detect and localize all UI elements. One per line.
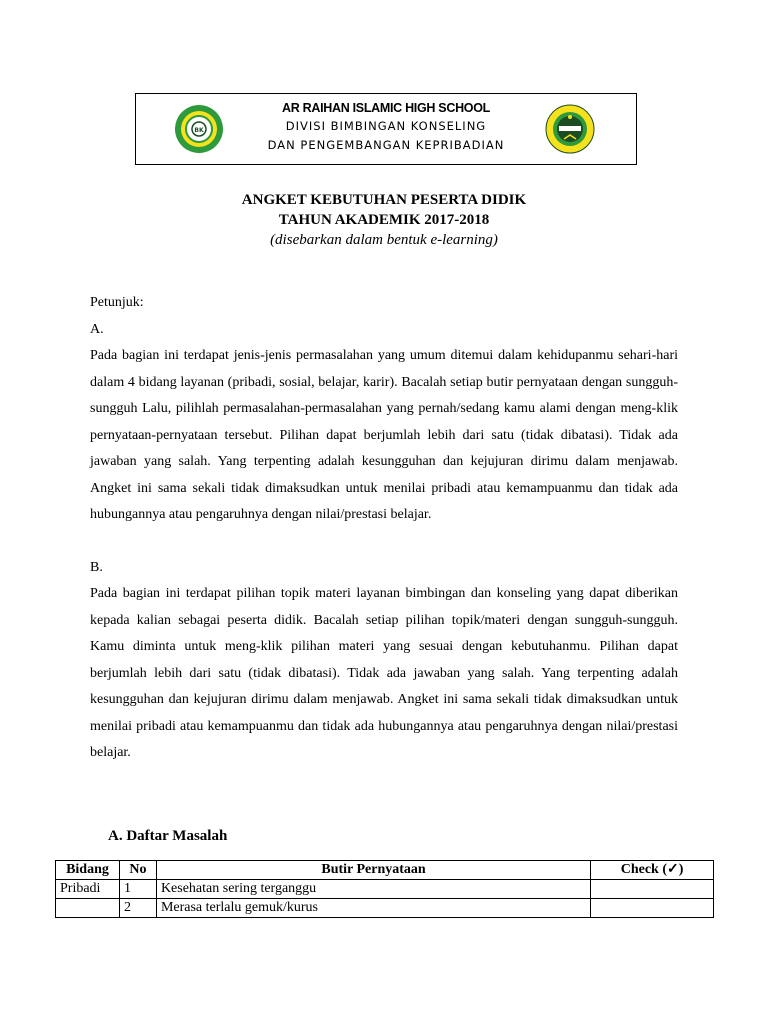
ar-raihan-school-seal-icon <box>545 104 595 154</box>
title-subtitle: (disebarkan dalam bentuk e-learning) <box>270 232 498 248</box>
title-line-2: TAHUN AKADEMIK 2017-2018 <box>278 212 490 228</box>
school-name: AR RAIHAN ISLAMIC HIGH SCHOOL <box>282 101 490 115</box>
table-row <box>56 880 714 899</box>
problem-list-table <box>55 860 714 918</box>
cell-check[interactable] <box>591 880 714 899</box>
cell-no: 1 <box>119 880 156 899</box>
header-bidang: Bidang <box>56 861 120 880</box>
section-b-label: B. <box>90 559 103 575</box>
section-a-label: A. <box>90 321 104 337</box>
daftar-masalah-heading: A. Daftar Masalah <box>108 828 228 844</box>
table-row <box>56 899 714 918</box>
cell-no: 2 <box>119 899 156 918</box>
document-title <box>0 190 768 250</box>
instructions-label: Petunjuk: <box>90 295 144 310</box>
section-a-text: Pada bagian ini terdapat jenis-jenis permasalahan yang umum ditemui dalam kehidupanmu sehari-hari dalam 4 bidang layanan (pribadi, sosial, belajar, karir). Bacalah setiap butir pernyataan dengan sungguh-sungguh Lalu, pilihlah permasalahan-permasalahan yang pernah/sedang kamu alami dengan meng-klik pernyataan-pernyataan tersebut. Pilihan dapat berjumlah lebih dari satu (tidak dibatasi). Tidak ada jawaban yang salah. Yang terpenting adalah kesungguhan dan kejujuran dirimu dalam menjawab. Angket ini sama sekali tidak dimaksudkan untuk menilai pribadi atau kemampuanmu dan tidak ada hubungannya atau pengaruhnya dengan nilai/prestasi belajar. <box>90 348 678 522</box>
division-line-2: DAN PENGEMBANGAN KEPRIBADIAN <box>267 138 505 152</box>
division-line-1: DIVISI BIMBINGAN KONSELING <box>285 119 487 133</box>
cell-check[interactable] <box>591 899 714 918</box>
title-line-1: ANGKET KEBUTUHAN PESERTA DIDIK <box>241 192 527 208</box>
bk-logo-icon <box>174 104 224 154</box>
instructions <box>90 290 678 767</box>
cell-bidang: Pribadi <box>56 880 120 899</box>
letterhead <box>135 93 637 165</box>
header-check: Check (✓) <box>591 861 714 880</box>
cell-pernyataan[interactable]: Kesehatan sering terganggu <box>156 880 590 899</box>
table-header-row <box>56 861 714 880</box>
header-butir-pernyataan: Butir Pernyataan <box>156 861 590 880</box>
svg-text:BK: BK <box>194 127 204 134</box>
header-no: No <box>119 861 156 880</box>
cell-pernyataan[interactable]: Merasa terlalu gemuk/kurus <box>156 899 590 918</box>
section-b-text: Pada bagian ini terdapat pilihan topik materi layanan bimbingan dan konseling yang dapat diberikan kepada kalian sebagai peserta didik. Bacalah setiap pilihan topik/materi dengan sungguh-sungguh. Kamu diminta untuk meng-klik pilihan materi yang sesuai dengan kebutuhanmu. Pilihan dapat berjumlah lebih dari satu (tidak dibatasi). Tidak ada jawaban yang salah. Yang terpenting adalah kesungguhan dan kejujuran dirimu dalam menjawab. Angket ini sama sekali tidak dimaksudkan untuk menilai pribadi atau kemampuanmu dan tidak ada hubungannya atau pengaruhnya dengan nilai/prestasi belajar. <box>90 586 678 760</box>
cell-bidang <box>56 899 120 918</box>
